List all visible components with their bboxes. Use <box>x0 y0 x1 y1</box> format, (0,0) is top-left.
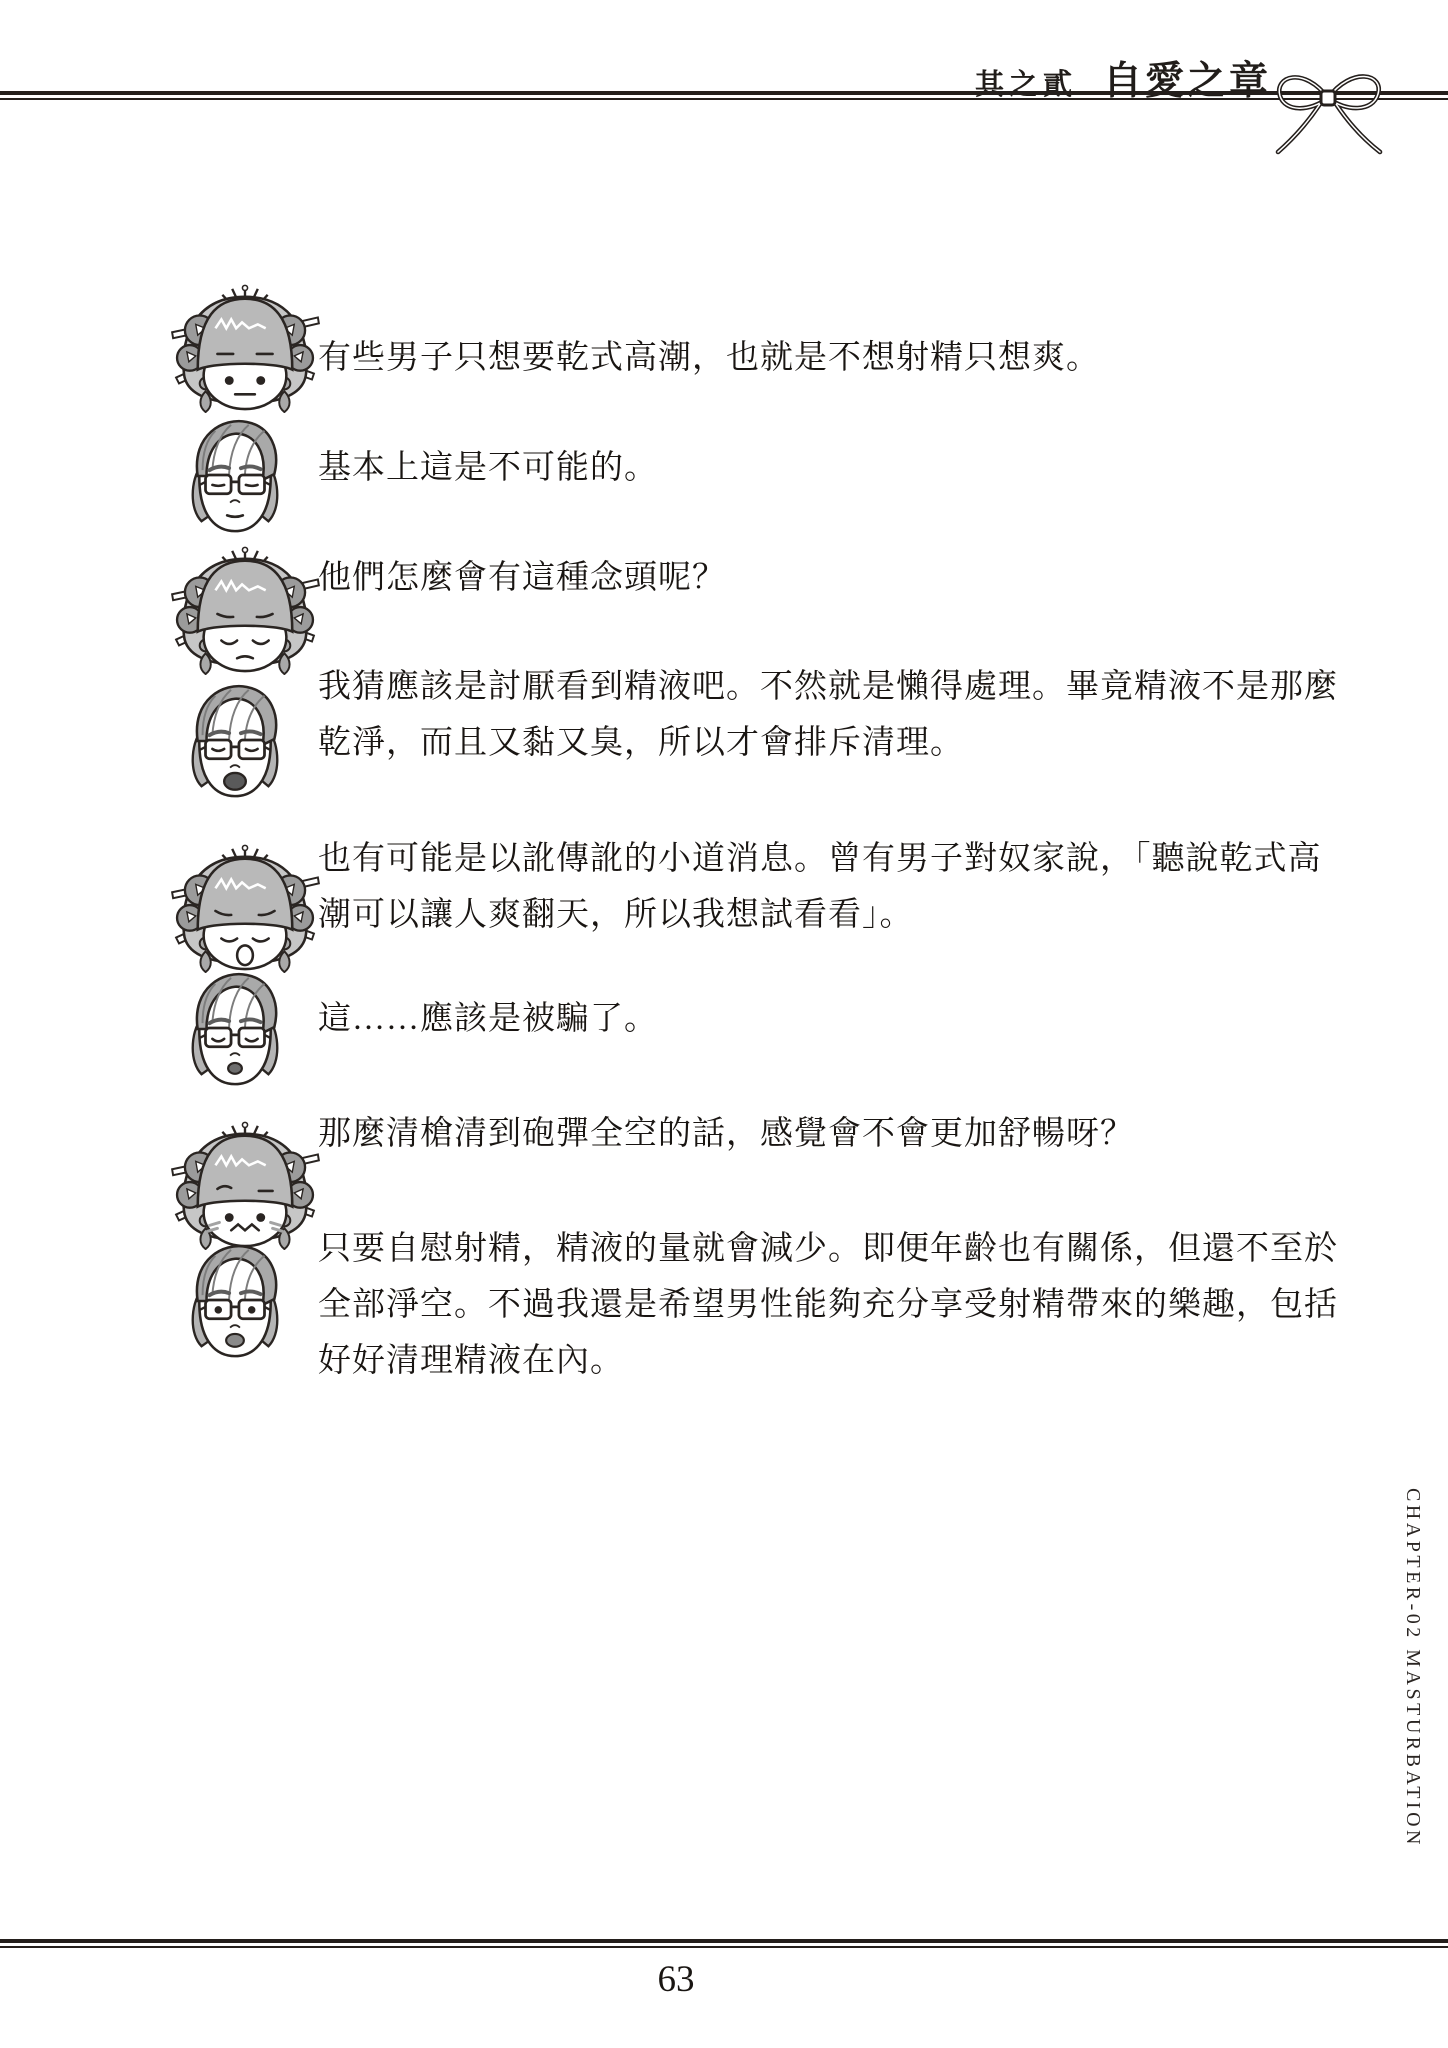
page-number: 63 <box>657 1959 695 2000</box>
speech-line: 那麼清槍清到砲彈全空的話，感覺會不會更加舒暢呀？ <box>318 1116 1134 1152</box>
speech-line: 只要自慰射精，精液的量就會減少。即便年齡也有關係，但還不至於 <box>318 1231 1338 1267</box>
oiran-avatar <box>166 283 324 413</box>
speech-bubble <box>318 991 1398 1047</box>
doctor-avatar <box>176 966 294 1096</box>
oiran-face-icon <box>166 283 324 413</box>
speech-bubble <box>318 831 1398 943</box>
speech-line: 也有可能是以訛傳訛的小道消息。曾有男子對奴家說，「聽說乾式高 <box>318 841 1322 877</box>
bottom-double-rule <box>0 1939 1448 1948</box>
speech-bubble <box>318 550 1398 606</box>
oiran-face-icon <box>166 843 324 973</box>
mizuhiki-bow-icon <box>1268 58 1392 158</box>
speech-line: 他們怎麼會有這種念頭呢？ <box>318 560 726 596</box>
oiran-face-icon <box>166 545 324 675</box>
top-double-rule <box>0 91 1448 100</box>
chapter-side-tab: CHAPTER-02 MASTURBATION <box>1402 1488 1424 1848</box>
oiran-avatar <box>166 545 324 675</box>
speech-line: 這……應該是被騙了。 <box>318 1001 658 1037</box>
speech-bubble <box>318 330 1398 386</box>
doctor-avatar <box>176 678 294 808</box>
doctor-avatar <box>176 413 294 543</box>
speech-bubble <box>318 659 1398 771</box>
doctor-face-icon <box>176 413 294 543</box>
doctor-face-icon <box>176 1238 294 1368</box>
speech-bubble <box>318 440 1398 496</box>
chapter-number-label: 其之貳 <box>975 69 1078 101</box>
speech-line: 有些男子只想要乾式高潮，也就是不想射精只想爽。 <box>318 340 1100 376</box>
speech-line: 好好清理精液在內。 <box>318 1343 624 1379</box>
speech-line: 乾淨，而且又黏又臭，所以才會排斥清理。 <box>318 725 964 761</box>
doctor-avatar <box>176 1238 294 1368</box>
oiran-avatar <box>166 843 324 973</box>
chapter-title: 自愛之章 <box>1103 60 1272 103</box>
speech-line: 基本上這是不可能的。 <box>318 450 658 486</box>
speech-bubble <box>318 1106 1398 1162</box>
doctor-face-icon <box>176 966 294 1096</box>
speech-line: 潮可以讓人爽翻天，所以我想試看看」。 <box>318 897 914 933</box>
speech-line: 我猜應該是討厭看到精液吧。不然就是懶得處理。畢竟精液不是那麼 <box>318 669 1338 705</box>
oiran-avatar <box>166 1120 324 1250</box>
speech-bubble <box>318 1221 1398 1389</box>
oiran-face-icon <box>166 1120 324 1250</box>
doctor-face-icon <box>176 678 294 808</box>
speech-line: 全部淨空。不過我還是希望男性能夠充分享受射精帶來的樂趣，包括 <box>318 1287 1338 1323</box>
